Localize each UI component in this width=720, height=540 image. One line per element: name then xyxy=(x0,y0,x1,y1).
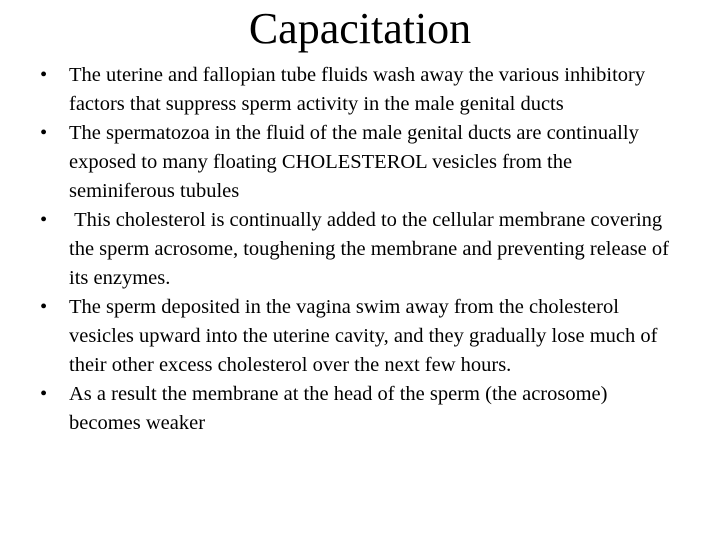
bullet-item xyxy=(40,380,680,438)
bullet-item xyxy=(40,119,680,206)
slide-title: Capacitation xyxy=(248,4,472,53)
bullet-dot-icon: • xyxy=(40,64,48,86)
bullet-text: This cholesterol is continually added to the cellular membrane covering the sperm acrosome, toughening the membrane and preventing release of its enzymes. xyxy=(69,209,675,289)
bullet-dot-icon: • xyxy=(40,383,48,405)
bullet-text: The spermatozoa in the fluid of the male genital ducts are continually exposed to many floating CHOLESTEROL vesicles from the seminiferous tubules xyxy=(69,122,639,202)
bullet-item xyxy=(40,206,680,293)
bullet-dot-icon: • xyxy=(40,209,48,231)
bullet-list xyxy=(40,61,680,438)
bullet-text: The uterine and fallopian tube fluids wash away the various inhibitory factors that suppress sperm activity in the male genital ducts xyxy=(69,64,646,115)
bullet-dot-icon: • xyxy=(40,296,48,318)
bullet-item xyxy=(40,61,680,119)
bullet-text: The sperm deposited in the vagina swim away from the cholesterol vesicles upward into the uterine cavity, and they gradually lose much of their other excess cholesterol over the next few hours. xyxy=(69,296,658,376)
bullet-dot-icon: • xyxy=(40,122,48,144)
bullet-item xyxy=(40,293,680,380)
bullet-text: As a result the membrane at the head of the sperm (the acrosome) becomes weaker xyxy=(69,383,608,434)
